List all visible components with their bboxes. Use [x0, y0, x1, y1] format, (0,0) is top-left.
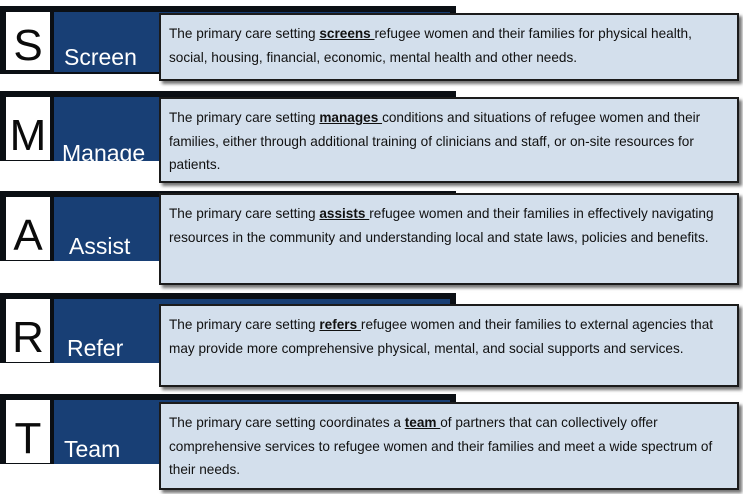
description-keyword: assists — [319, 206, 370, 221]
description-rest: refugee women and their families for physical health, social, housing, financial, economic, mental health and other needs. — [169, 26, 692, 65]
description-rest: conditions and situations of refugee women and their families, either through additional training of clinicians and staff, or on-site resources for patients. — [169, 110, 701, 172]
description-rest: refugee women and their families to external agencies that may provide more comprehensive physical, mental, and social supports and services. — [169, 317, 714, 356]
row-letter: A — [6, 197, 50, 260]
row-letter: M — [6, 97, 50, 160]
row-label: Manage — [62, 140, 146, 166]
row-label: Refer — [67, 335, 124, 361]
row-description — [159, 97, 739, 183]
row-letter: T — [6, 400, 50, 463]
description-rest: refugee women and their families in effectively navigating resources in the community and understanding local and state laws, policies and benefits. — [169, 206, 714, 245]
row-letter: R — [6, 299, 50, 362]
description-keyword: screens — [319, 26, 375, 41]
description-keyword: manages — [319, 110, 383, 125]
row-label: Assist — [69, 233, 131, 259]
description-lead: The primary care setting — [169, 110, 320, 125]
row-label: Team — [64, 436, 121, 462]
description-lead: The primary care setting — [169, 317, 320, 332]
description-rest: of partners that can collectively offer comprehensive services to refugee women and their families and meet a wide spectrum of their needs. — [169, 415, 713, 477]
description-keyword: team — [404, 415, 441, 430]
description-keyword: refers — [319, 317, 361, 332]
description-lead: The primary care setting — [169, 26, 320, 41]
description-lead: The primary care setting — [169, 206, 320, 221]
row-description — [159, 304, 739, 387]
description-lead: The primary care setting coordinates a — [169, 415, 405, 430]
row-description — [159, 193, 739, 285]
row-label: Screen — [64, 44, 137, 70]
row-letter: S — [6, 12, 50, 70]
row-description — [159, 402, 739, 490]
row-description — [159, 13, 739, 81]
